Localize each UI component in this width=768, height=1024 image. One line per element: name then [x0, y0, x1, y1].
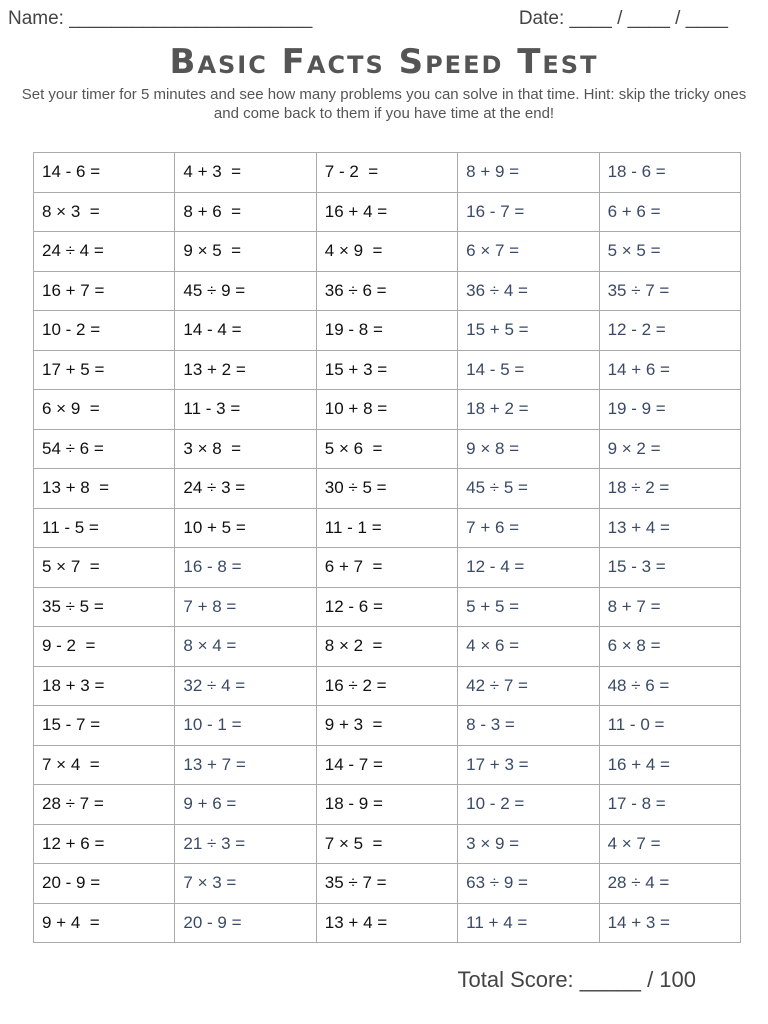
problem-cell[interactable]: 9 × 5 =	[175, 232, 316, 272]
problem-cell[interactable]: 15 - 3 =	[599, 548, 740, 588]
problem-cell[interactable]: 8 + 6 =	[175, 192, 316, 232]
instructions: Set your timer for 5 minutes and see how many problems you can solve in that time. Hint: skip the tricky ones and come back to them if you have time at the end!	[21, 86, 747, 122]
problem-cell[interactable]: 18 ÷ 2 =	[599, 469, 740, 509]
problem-cell[interactable]: 14 - 4 =	[175, 311, 316, 351]
problem-cell[interactable]: 8 + 7 =	[599, 587, 740, 627]
problem-cell[interactable]: 36 ÷ 4 =	[458, 271, 599, 311]
table-row	[34, 745, 741, 785]
table-row	[34, 864, 741, 904]
problem-cell[interactable]: 4 + 3 =	[175, 153, 316, 193]
problem-cell[interactable]: 13 + 4 =	[599, 508, 740, 548]
problem-cell[interactable]: 42 ÷ 7 =	[458, 666, 599, 706]
problem-cell[interactable]: 14 + 3 =	[599, 903, 740, 943]
problem-cell[interactable]: 7 + 8 =	[175, 587, 316, 627]
problem-cell[interactable]: 13 + 7 =	[175, 745, 316, 785]
problem-cell[interactable]: 18 + 2 =	[458, 390, 599, 430]
table-row	[34, 785, 741, 825]
problem-cell[interactable]: 4 × 9 =	[316, 232, 457, 272]
problem-cell[interactable]: 16 - 8 =	[175, 548, 316, 588]
table-row	[34, 311, 741, 351]
problem-cell[interactable]: 16 + 4 =	[316, 192, 457, 232]
problem-cell[interactable]: 7 + 6 =	[458, 508, 599, 548]
problem-cell[interactable]: 15 + 3 =	[316, 350, 457, 390]
problem-cell[interactable]: 45 ÷ 9 =	[175, 271, 316, 311]
table-row	[34, 627, 741, 667]
problem-cell[interactable]: 35 ÷ 5 =	[34, 587, 175, 627]
problem-cell[interactable]: 9 × 8 =	[458, 429, 599, 469]
problem-cell[interactable]: 6 + 7 =	[316, 548, 457, 588]
problem-cell[interactable]: 24 ÷ 3 =	[175, 469, 316, 509]
date-field[interactable]: Date: ____ / ____ / ____	[518, 8, 728, 29]
problem-cell[interactable]: 10 - 2 =	[458, 785, 599, 825]
problem-cell[interactable]: 18 + 3 =	[34, 666, 175, 706]
problem-cell[interactable]: 54 ÷ 6 =	[34, 429, 175, 469]
problem-cell[interactable]: 9 × 2 =	[599, 429, 740, 469]
problem-cell[interactable]: 9 + 4 =	[34, 903, 175, 943]
problem-cell[interactable]: 63 ÷ 9 =	[458, 864, 599, 904]
problem-cell[interactable]: 4 × 7 =	[599, 824, 740, 864]
problem-cell[interactable]: 24 ÷ 4 =	[34, 232, 175, 272]
problem-cell[interactable]: 3 × 9 =	[458, 824, 599, 864]
table-row	[34, 587, 741, 627]
problem-cell[interactable]: 19 - 8 =	[316, 311, 457, 351]
problem-cell[interactable]: 8 × 3 =	[34, 192, 175, 232]
problem-cell[interactable]: 13 + 8 =	[34, 469, 175, 509]
problem-cell[interactable]: 13 + 4 =	[316, 903, 457, 943]
problem-cell[interactable]: 15 - 7 =	[34, 706, 175, 746]
problem-cell[interactable]: 12 + 6 =	[34, 824, 175, 864]
problem-cell[interactable]: 5 × 5 =	[599, 232, 740, 272]
table-row	[34, 469, 741, 509]
problem-cell[interactable]: 20 - 9 =	[34, 864, 175, 904]
problem-cell[interactable]: 15 + 5 =	[458, 311, 599, 351]
problem-cell[interactable]: 8 × 4 =	[175, 627, 316, 667]
problem-cell[interactable]: 18 - 6 =	[599, 153, 740, 193]
problem-cell[interactable]: 8 - 3 =	[458, 706, 599, 746]
problem-cell[interactable]: 16 + 4 =	[599, 745, 740, 785]
problem-cell[interactable]: 5 × 6 =	[316, 429, 457, 469]
problem-cell[interactable]: 20 - 9 =	[175, 903, 316, 943]
table-row	[34, 153, 741, 193]
total-score[interactable]: Total Score: _____ / 100	[457, 967, 696, 992]
table-row	[34, 508, 741, 548]
problem-cell[interactable]: 10 + 5 =	[175, 508, 316, 548]
table-row	[34, 271, 741, 311]
problem-cell[interactable]: 10 + 8 =	[316, 390, 457, 430]
problem-cell[interactable]: 13 + 2 =	[175, 350, 316, 390]
problem-cell[interactable]: 45 ÷ 5 =	[458, 469, 599, 509]
problem-cell[interactable]: 32 ÷ 4 =	[175, 666, 316, 706]
problem-cell[interactable]: 11 - 1 =	[316, 508, 457, 548]
problem-cell[interactable]: 17 + 3 =	[458, 745, 599, 785]
name-field[interactable]: Name: _______________________	[8, 8, 313, 29]
problem-cell[interactable]: 35 ÷ 7 =	[316, 864, 457, 904]
problem-cell[interactable]: 17 + 5 =	[34, 350, 175, 390]
problem-cell[interactable]: 12 - 2 =	[599, 311, 740, 351]
problem-cell[interactable]: 28 ÷ 4 =	[599, 864, 740, 904]
problem-table	[33, 152, 741, 943]
problem-cell[interactable]: 21 ÷ 3 =	[175, 824, 316, 864]
problem-cell[interactable]: 3 × 8 =	[175, 429, 316, 469]
problem-cell[interactable]: 8 × 2 =	[316, 627, 457, 667]
problem-cell[interactable]: 17 - 8 =	[599, 785, 740, 825]
page-title: Basic Facts Speed Test	[169, 42, 599, 82]
problem-cell[interactable]: 6 × 9 =	[34, 390, 175, 430]
problem-cell[interactable]: 12 - 4 =	[458, 548, 599, 588]
problem-cell[interactable]: 11 + 4 =	[458, 903, 599, 943]
problem-cell[interactable]: 9 - 2 =	[34, 627, 175, 667]
problem-cell[interactable]: 10 - 2 =	[34, 311, 175, 351]
problem-cell[interactable]: 9 + 6 =	[175, 785, 316, 825]
table-row	[34, 390, 741, 430]
problem-cell[interactable]: 6 × 7 =	[458, 232, 599, 272]
problem-cell[interactable]: 11 - 3 =	[175, 390, 316, 430]
problem-cell[interactable]: 6 × 8 =	[599, 627, 740, 667]
problem-cell[interactable]: 7 - 2 =	[316, 153, 457, 193]
problem-cell[interactable]: 11 - 5 =	[34, 508, 175, 548]
problem-cell[interactable]: 7 × 3 =	[175, 864, 316, 904]
problem-cell[interactable]: 9 + 3 =	[316, 706, 457, 746]
problem-cell[interactable]: 14 + 6 =	[599, 350, 740, 390]
problem-cell[interactable]: 16 + 7 =	[34, 271, 175, 311]
problem-cell[interactable]: 30 ÷ 5 =	[316, 469, 457, 509]
problem-cell[interactable]: 8 + 9 =	[458, 153, 599, 193]
table-row	[34, 429, 741, 469]
problem-cell[interactable]: 4 × 6 =	[458, 627, 599, 667]
problem-cell[interactable]: 12 - 6 =	[316, 587, 457, 627]
problem-cell[interactable]: 16 ÷ 2 =	[316, 666, 457, 706]
table-row	[34, 824, 741, 864]
table-row	[34, 903, 741, 943]
problem-cell[interactable]: 35 ÷ 7 =	[599, 271, 740, 311]
problem-cell[interactable]: 5 × 7 =	[34, 548, 175, 588]
problem-cell[interactable]: 48 ÷ 6 =	[599, 666, 740, 706]
problem-cell[interactable]: 36 ÷ 6 =	[316, 271, 457, 311]
problem-cell[interactable]: 14 - 6 =	[34, 153, 175, 193]
problem-cell[interactable]: 11 - 0 =	[599, 706, 740, 746]
problem-cell[interactable]: 7 × 4 =	[34, 745, 175, 785]
table-row	[34, 666, 741, 706]
problem-cell[interactable]: 18 - 9 =	[316, 785, 457, 825]
problem-cell[interactable]: 19 - 9 =	[599, 390, 740, 430]
problem-cell[interactable]: 14 - 7 =	[316, 745, 457, 785]
problem-cell[interactable]: 14 - 5 =	[458, 350, 599, 390]
table-row	[34, 232, 741, 272]
table-row	[34, 350, 741, 390]
problem-cell[interactable]: 28 ÷ 7 =	[34, 785, 175, 825]
table-row	[34, 548, 741, 588]
problem-cell[interactable]: 10 - 1 =	[175, 706, 316, 746]
problem-cell[interactable]: 5 + 5 =	[458, 587, 599, 627]
table-row	[34, 706, 741, 746]
problem-cell[interactable]: 16 - 7 =	[458, 192, 599, 232]
problem-cell[interactable]: 7 × 5 =	[316, 824, 457, 864]
problem-cell[interactable]: 6 + 6 =	[599, 192, 740, 232]
table-row	[34, 192, 741, 232]
